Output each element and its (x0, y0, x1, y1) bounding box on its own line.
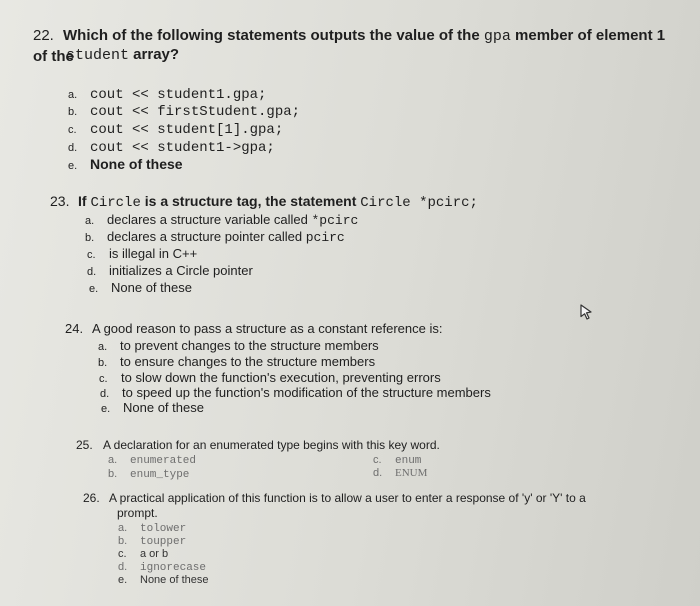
question-number: 25. (76, 438, 93, 452)
question-26 (83, 490, 683, 507)
question-22-stem-line2: student array? (66, 46, 180, 64)
question-number: 23. (50, 193, 70, 209)
option-25-a: a. enumerated (108, 454, 197, 467)
option-25-c: c. enum (373, 454, 422, 467)
question-number: 26. (83, 491, 100, 505)
option-24-d: d. to speed up the function's modification of the structure members (100, 385, 491, 400)
question-number: 22. (33, 27, 54, 44)
option-26-c: c. a or b (118, 548, 169, 560)
question-stem: A practical application of this function is to allow a user to enter a response of 'y' or 'Y' to a (109, 491, 586, 505)
option-22-e: e. None of these (68, 156, 183, 172)
mouse-pointer-icon (578, 303, 594, 321)
option-26-e: e. None of these (118, 574, 209, 586)
option-23-a: a. declares a structure variable called *pcirc (85, 212, 359, 228)
question-23 (50, 193, 670, 212)
option-24-b: b. to ensure changes to the structure members (98, 354, 376, 369)
option-25-d: d. ENUM (373, 467, 428, 479)
question-stem: Which of the following statements outputs the value of the gpa member of element 1 of the (33, 27, 666, 65)
question-24 (65, 320, 665, 337)
option-23-b: b. declares a structure pointer called pcirc (85, 229, 345, 245)
option-26-a: a. tolower (118, 522, 187, 535)
option-23-c: c. is illegal in C++ (87, 246, 198, 261)
option-24-e: e. None of these (101, 400, 204, 415)
question-stem: A good reason to pass a structure as a constant reference is: (92, 321, 443, 336)
question-number: 24. (65, 321, 84, 336)
question-stem: If Circle is a structure tag, the statement Circle *pcirc; (78, 193, 478, 211)
question-stem: A declaration for an enumerated type begins with this key word. (103, 438, 440, 452)
option-26-d: d. ignorecase (118, 561, 207, 574)
option-23-d: d. initializes a Circle pointer (87, 263, 253, 278)
option-22-c: c. cout << student[1].gpa; (68, 122, 284, 138)
option-24-a: a. to prevent changes to the structure members (98, 338, 379, 353)
option-22-a: a. cout << student1.gpa; (68, 87, 267, 103)
option-24-c: c. to slow down the function's execution, preventing errors (99, 370, 441, 385)
option-23-e: e. None of these (89, 280, 192, 295)
question-26-stem-line2: prompt. (117, 506, 158, 520)
option-26-b: b. toupper (118, 535, 187, 548)
option-25-b: b. enum_type (108, 468, 190, 481)
option-22-d: d. cout << student1->gpa; (68, 140, 275, 156)
option-22-b: b. cout << firstStudent.gpa; (68, 104, 301, 120)
